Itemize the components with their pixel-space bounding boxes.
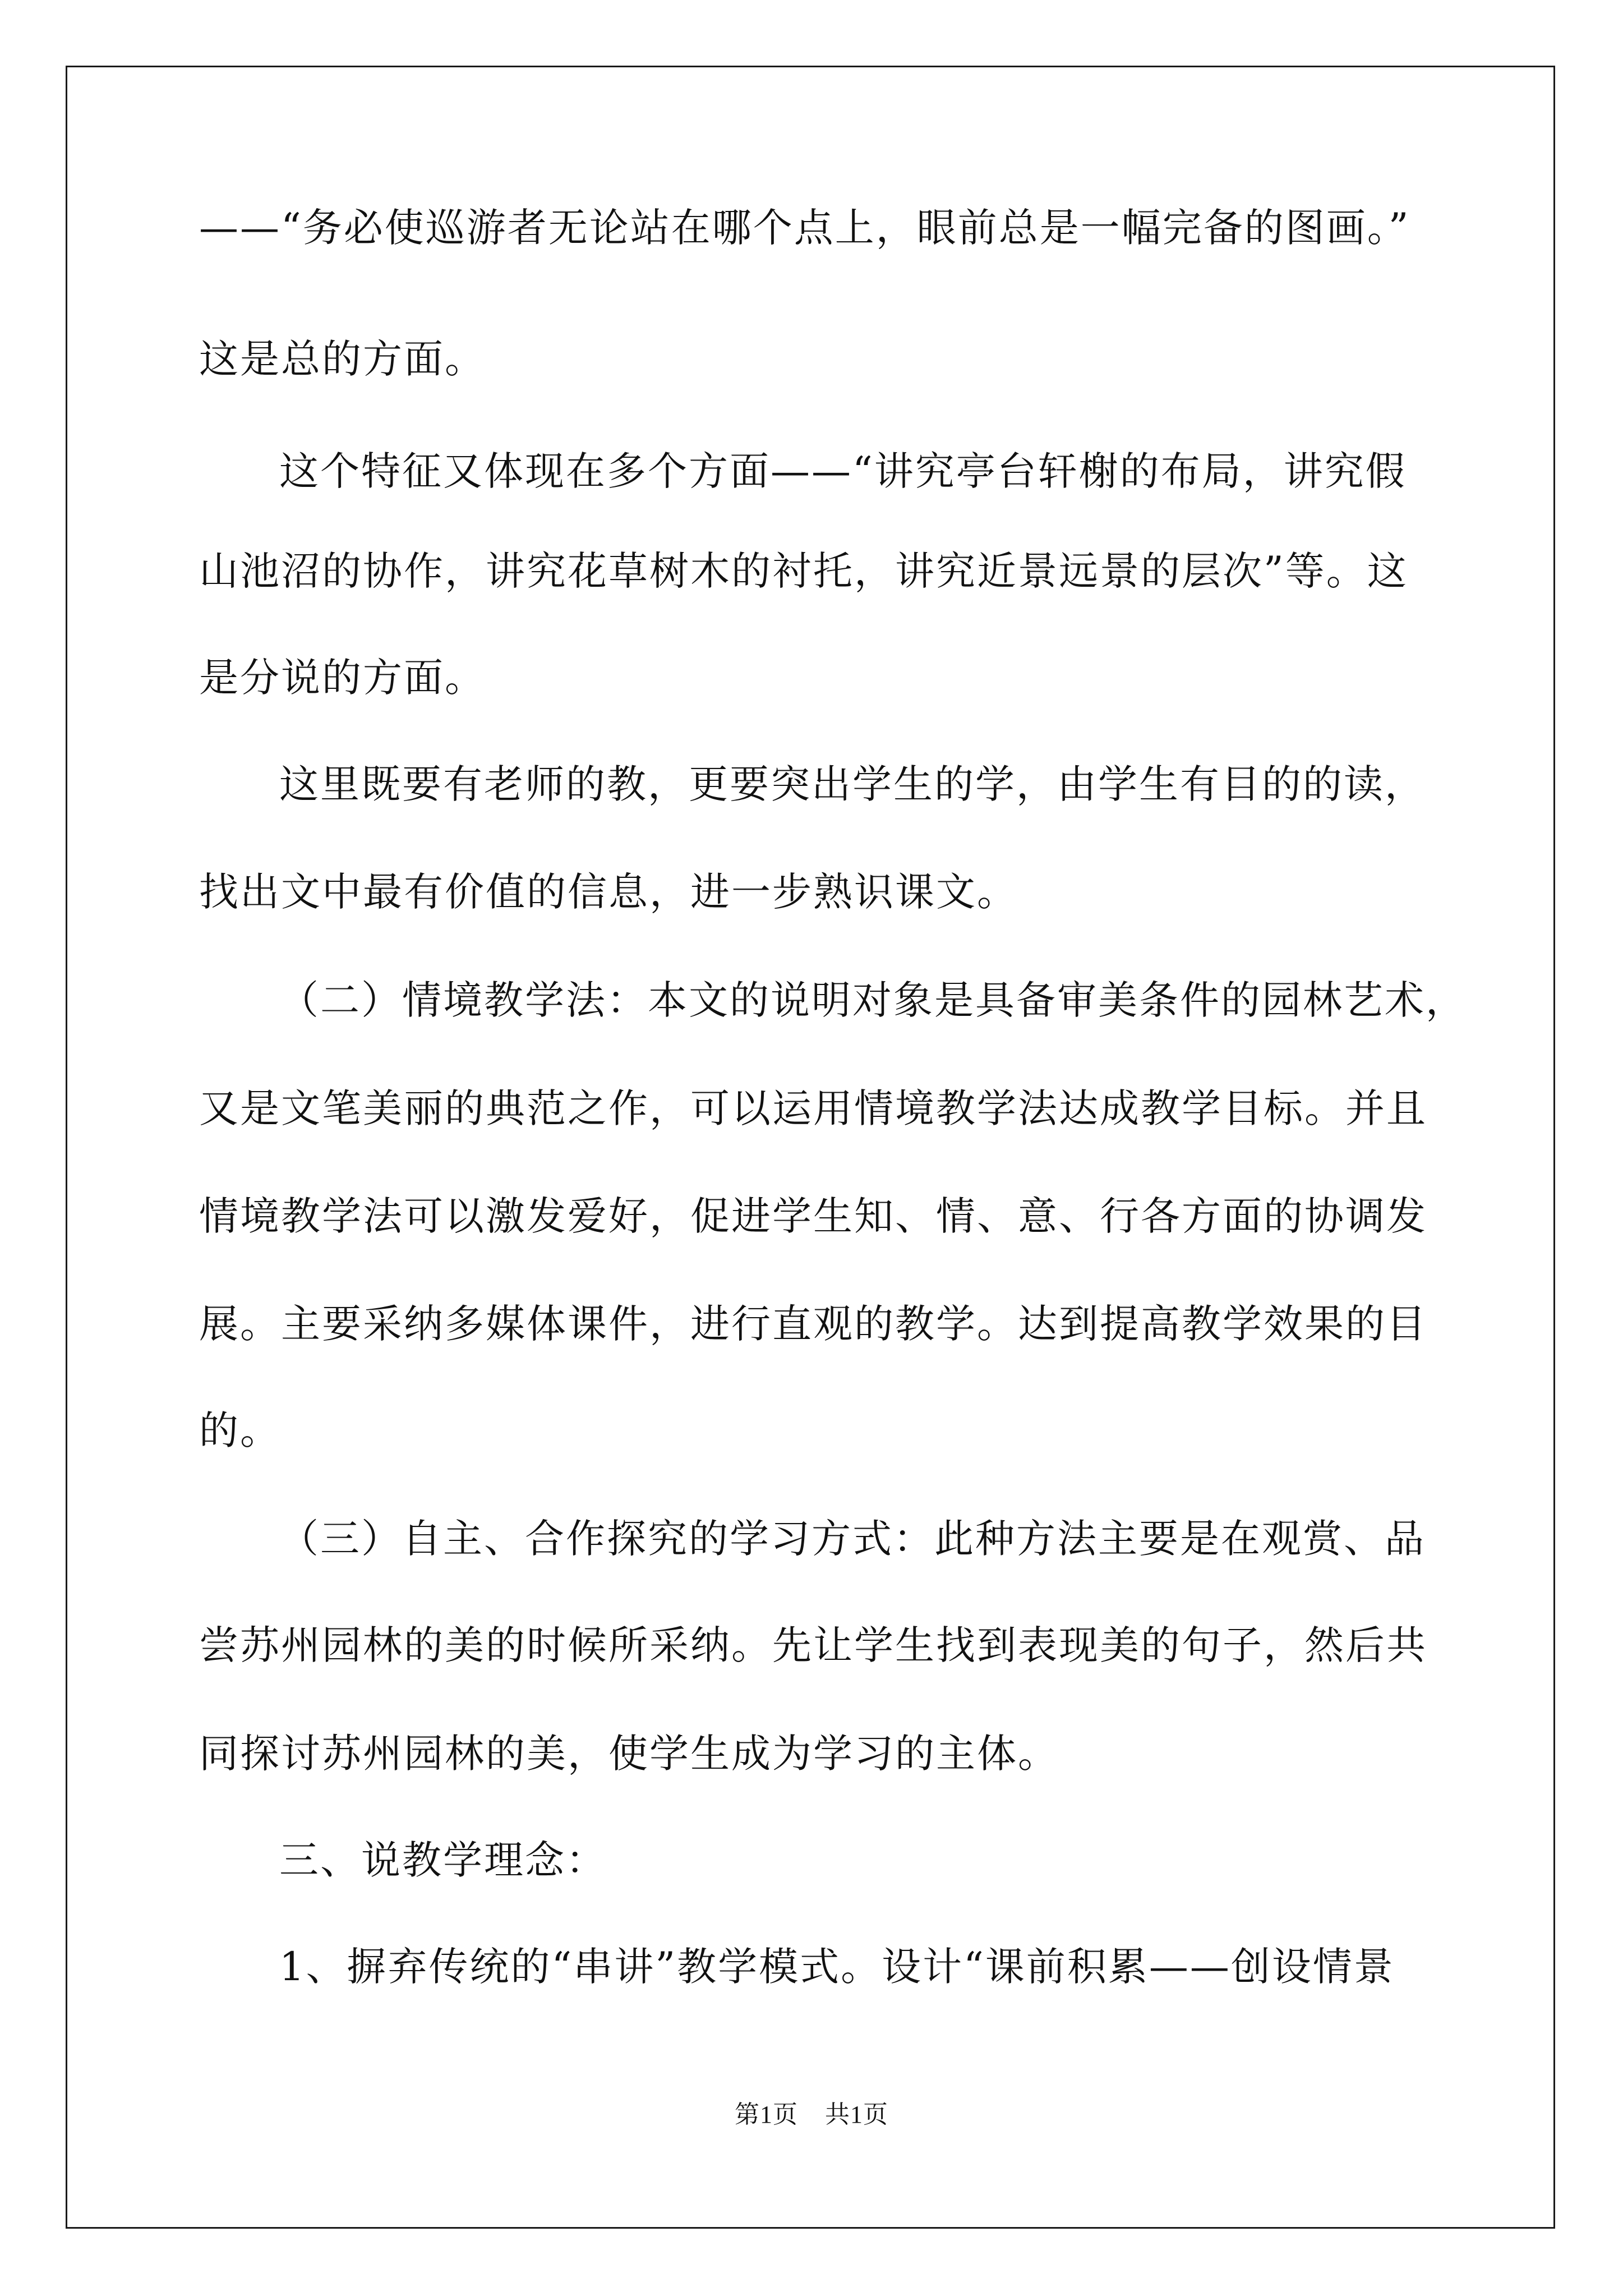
text-line: 情境教学法可以激发爱好，促进学生知、情、意、行各方面的协调发: [199, 1193, 1427, 1239]
section-heading: 三、说教学理念：: [279, 1837, 607, 1883]
text-line: 山池沼的协作，讲究花草树木的衬托，讲究近景远景的层次”等。这: [199, 548, 1408, 594]
paragraph-first-line: 1、摒弃传统的“串讲”教学模式。设计“课前积累——创设情景: [279, 1944, 1395, 1990]
text-line: 尝苏州园林的美的时候所采纳。先让学生找到表现美的句子，然后共: [199, 1622, 1427, 1668]
text-line: ——“务必使巡游者无论站在哪个点上，眼前总是一幅完备的图画。”: [199, 205, 1410, 251]
text-line: 是分说的方面。: [199, 655, 486, 701]
paragraph-first-line: （三）自主、合作探究的学习方式：此种方法主要是在观赏、品: [279, 1516, 1426, 1562]
text-line: 同探讨苏州园林的美，使学生成为学习的主体。: [199, 1731, 1059, 1777]
text-line: 的。: [199, 1407, 281, 1453]
paragraph-first-line: 这里既要有老师的教，更要突出学生的学，由学生有目的的读，: [279, 761, 1426, 807]
page-number: 第1页: [735, 2101, 798, 2128]
page-border: [66, 66, 1555, 2229]
paragraph-first-line: 这个特征又体现在多个方面——“讲究亭台轩榭的布局，讲究假: [279, 448, 1407, 494]
paragraph-first-line: （二）情境教学法：本文的说明对象是具备审美条件的园林艺术，: [279, 977, 1467, 1023]
total-pages: 共1页: [825, 2101, 888, 2128]
text-line: 找出文中最有价值的信息，进一步熟识课文。: [199, 869, 1018, 915]
text-line: 展。主要采纳多媒体课件，进行直观的教学。达到提高教学效果的目: [199, 1301, 1427, 1347]
page-footer: [0, 2098, 1623, 2132]
text-line: 又是文笔美丽的典范之作，可以运用情境教学法达成教学目标。并且: [199, 1085, 1427, 1131]
text-line: 这是总的方面。: [199, 336, 486, 382]
